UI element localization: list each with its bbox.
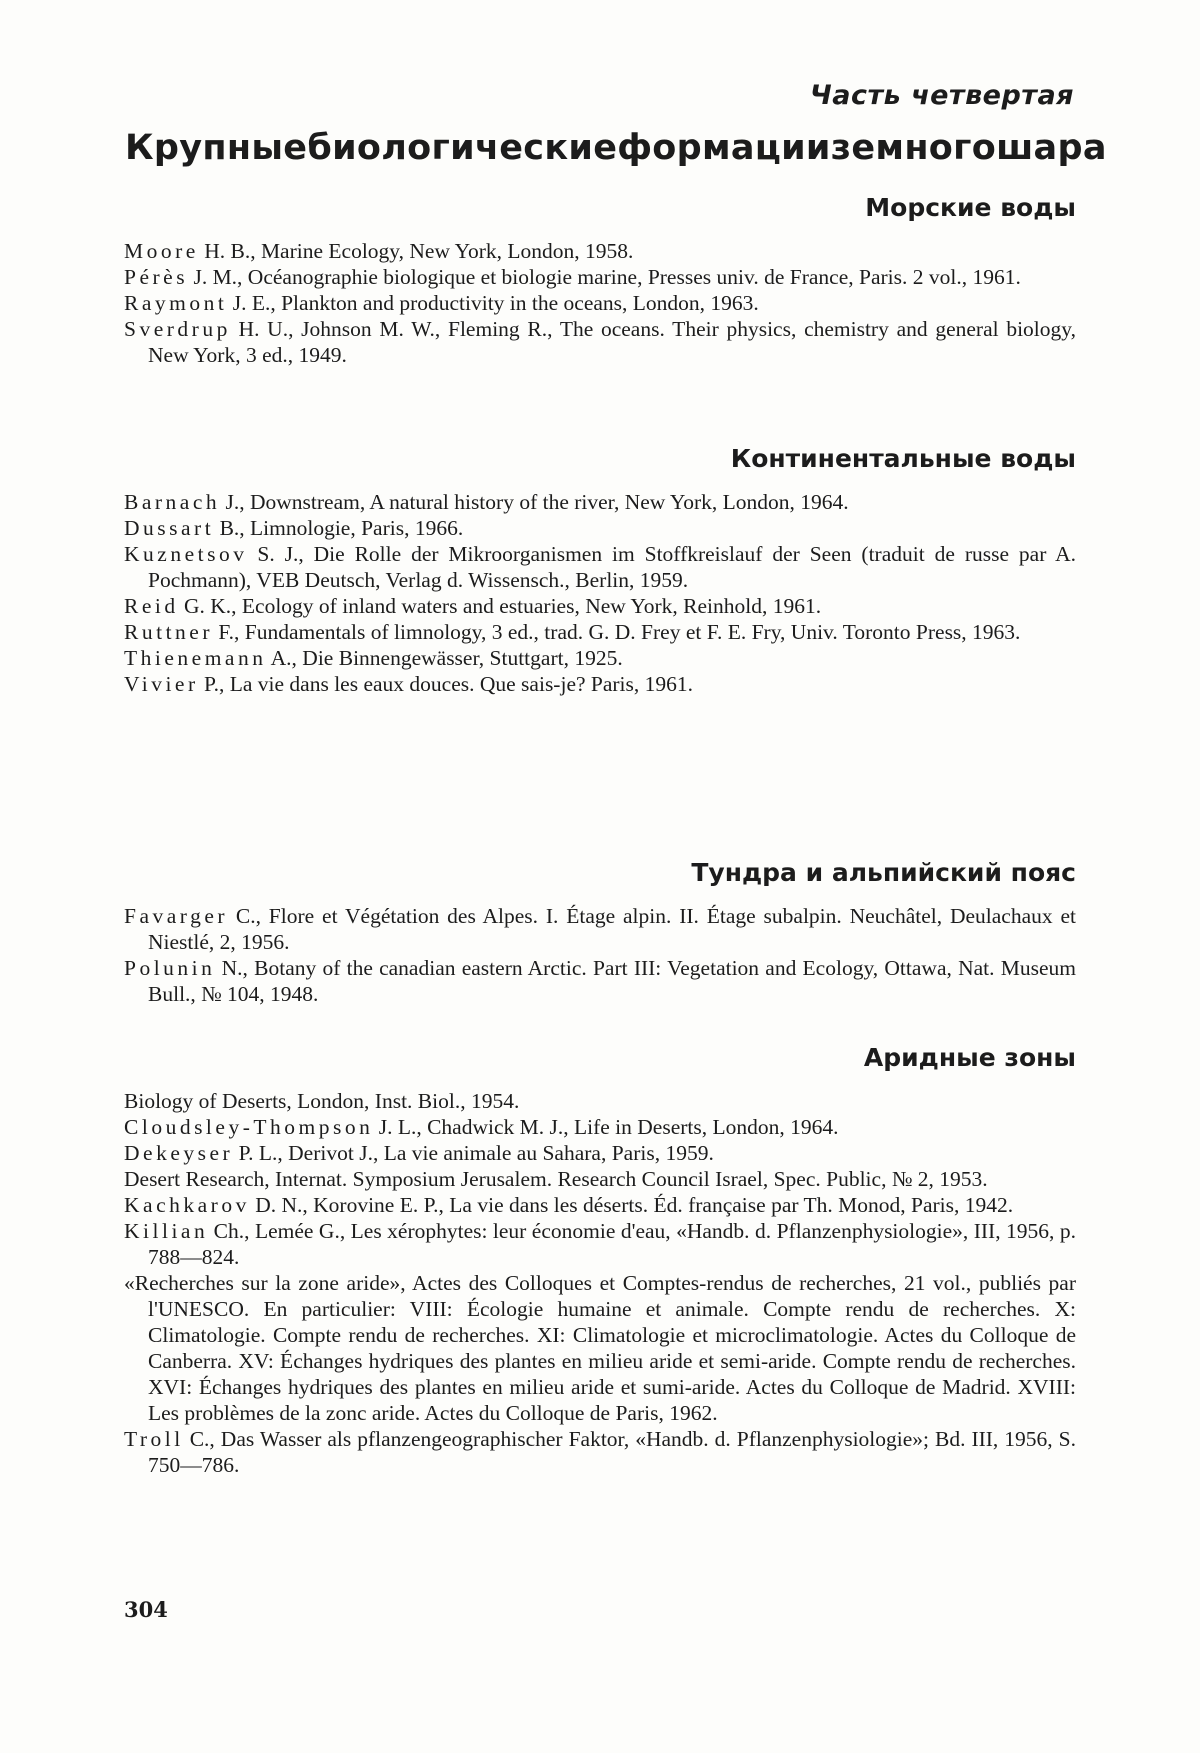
section-heading: Аридные зоны bbox=[863, 1043, 1076, 1072]
reference-entry bbox=[124, 593, 1076, 619]
reference-author: Moore bbox=[124, 239, 199, 263]
reference-author: Kachkarov bbox=[124, 1193, 250, 1217]
reference-text: C., Flore et Végétation des Alpes. I. Étage alpin. II. Étage subalpin. Neuchâtel, Deulachaux et Niestlé, 2, 1956. bbox=[148, 904, 1076, 954]
reference-text: S. J., Die Rolle der Mikroorganismen im Stoffkreislauf der Seen (traduit de russe par A. Pochmann), VEB Deutsch, Verlag d. Wissensch., Berlin, 1959. bbox=[148, 542, 1076, 592]
reference-text: Biology of Deserts, London, Inst. Biol., 1954. bbox=[124, 1089, 520, 1113]
reference-list bbox=[124, 1088, 1076, 1478]
page-number: 304 bbox=[124, 1597, 168, 1622]
section-arid-zones bbox=[124, 1040, 1076, 1478]
reference-text: F., Fundamentals of limnology, 3 ed., trad. G. D. Frey et F. E. Fry, Univ. Toronto Press, 1963. bbox=[213, 620, 1021, 644]
reference-entry bbox=[124, 290, 1076, 316]
reference-entry bbox=[124, 1426, 1076, 1478]
reference-author: Pérès bbox=[124, 265, 189, 289]
reference-text: C., Das Wasser als pflanzengeographischer Faktor, «Handb. d. Pflanzenphysiologie»; Bd. III, 1956, S. 750—786. bbox=[148, 1427, 1076, 1477]
reference-author: Vivier bbox=[124, 672, 199, 696]
reference-author: Killian bbox=[124, 1219, 209, 1243]
reference-entry bbox=[124, 645, 1076, 671]
reference-author: Raymont bbox=[124, 291, 228, 315]
reference-entry bbox=[124, 489, 1076, 515]
reference-author: Dekeyser bbox=[124, 1141, 234, 1165]
title-word: формации bbox=[617, 128, 831, 168]
reference-text: J. L., Chadwick M. J., Life in Deserts, London, 1964. bbox=[373, 1115, 839, 1139]
reference-text: P., La vie dans les eaux douces. Que sais-je? Paris, 1961. bbox=[198, 672, 694, 696]
reference-entry bbox=[124, 238, 1076, 264]
reference-text: H. U., Johnson M. W., Fleming R., The oceans. Their physics, chemistry and general biology, New York, 3 ed., 1949. bbox=[148, 317, 1076, 367]
section-heading: Континентальные воды bbox=[730, 444, 1076, 473]
reference-text: P. L., Derivot J., La vie animale au Sahara, Paris, 1959. bbox=[233, 1141, 714, 1165]
reference-author: Troll bbox=[124, 1427, 184, 1451]
part-label: Часть четвертая bbox=[809, 80, 1074, 111]
reference-author: Cloudsley-Thompson bbox=[124, 1115, 374, 1139]
reference-text: H. B., Marine Ecology, New York, London, 1958. bbox=[198, 239, 634, 263]
reference-entry bbox=[124, 264, 1076, 290]
reference-text: D. N., Korovine E. P., La vie dans les déserts. Éd. française par Th. Monod, Paris, 1942. bbox=[249, 1193, 1014, 1217]
reference-author: Barnach bbox=[124, 490, 221, 514]
reference-author: Sverdrup bbox=[124, 317, 231, 341]
reference-entry bbox=[124, 515, 1076, 541]
reference-text: J., Downstream, A natural history of the river, New York, London, 1964. bbox=[220, 490, 849, 514]
reference-author: Ruttner bbox=[124, 620, 213, 644]
section-heading: Морские воды bbox=[865, 193, 1076, 222]
reference-entry bbox=[124, 1192, 1076, 1218]
title-word: биологические bbox=[307, 128, 618, 168]
section-heading: Тундра и альпийский пояс bbox=[691, 858, 1076, 887]
reference-entry bbox=[124, 316, 1076, 368]
reference-entry bbox=[124, 619, 1076, 645]
reference-entry bbox=[124, 955, 1076, 1007]
reference-entry bbox=[124, 1270, 1076, 1426]
reference-entry bbox=[124, 541, 1076, 593]
reference-entry bbox=[124, 903, 1076, 955]
reference-author: Dussart bbox=[124, 516, 215, 540]
reference-entry bbox=[124, 1088, 1076, 1114]
reference-text: A., Die Binnengewässer, Stuttgart, 1925. bbox=[266, 646, 623, 670]
reference-list bbox=[124, 903, 1076, 1007]
reference-text: Desert Research, Internat. Symposium Jerusalem. Research Council Israel, Spec. Public, № 2, 1953. bbox=[124, 1167, 988, 1191]
reference-entry bbox=[124, 1140, 1076, 1166]
reference-text: J. M., Océanographie biologique et biologie marine, Presses univ. de France, Paris. 2 vol., 1961. bbox=[188, 265, 1021, 289]
title-word: земного bbox=[830, 128, 997, 168]
section-tundra-alpine bbox=[124, 855, 1076, 1007]
reference-entry bbox=[124, 1114, 1076, 1140]
reference-entry bbox=[124, 671, 1076, 697]
reference-list bbox=[124, 238, 1076, 368]
reference-text: J. E., Plankton and productivity in the oceans, London, 1963. bbox=[227, 291, 759, 315]
reference-text: «Recherches sur la zone aride», Actes des Colloques et Comptes-rendus de recherches, 21 vol., publiés par l'UNESCO. En particulier: VIII: Écologie humaine et animale. Compte rendu de recherches. X: Climatologie. Compte rendu de recherches. XI: Climatologie et microclimatologie. Actes du Colloque de Canberra. XV: Échanges hydriques des plantes en milieu aride et semi-aride. Compte rendu de recherches. XVI: Échanges hydriques des plantes en milieu aride et sumi-aride. Actes du Colloque de Madrid. XVIII: Les problèmes de la zonc aride. Actes du Colloque de Paris, 1962. bbox=[124, 1271, 1076, 1425]
reference-text: B., Limnologie, Paris, 1966. bbox=[214, 516, 464, 540]
title-word: Крупные bbox=[125, 128, 308, 168]
reference-author: Polunin bbox=[124, 956, 216, 980]
title-word: шара bbox=[996, 128, 1107, 168]
reference-text: G. K., Ecology of inland waters and estuaries, New York, Reinhold, 1961. bbox=[178, 594, 822, 618]
reference-author: Thienemann bbox=[124, 646, 267, 670]
section-continental-waters bbox=[124, 441, 1076, 697]
reference-author: Reid bbox=[124, 594, 179, 618]
reference-text: Ch., Lemée G., Les xérophytes: leur économie d'eau, «Handb. d. Pflanzenphysiologie», III, 1956, p. 788—824. bbox=[148, 1219, 1076, 1269]
reference-author: Favarger bbox=[124, 904, 229, 928]
page-title bbox=[125, 128, 1107, 168]
reference-entry bbox=[124, 1166, 1076, 1192]
reference-text: N., Botany of the canadian eastern Arctic. Part III: Vegetation and Ecology, Ottawa, Nat. Museum Bull., № 104, 1948. bbox=[148, 956, 1076, 1006]
section-marine-waters bbox=[124, 190, 1076, 368]
reference-entry bbox=[124, 1218, 1076, 1270]
reference-list bbox=[124, 489, 1076, 697]
reference-author: Kuznetsov bbox=[124, 542, 248, 566]
